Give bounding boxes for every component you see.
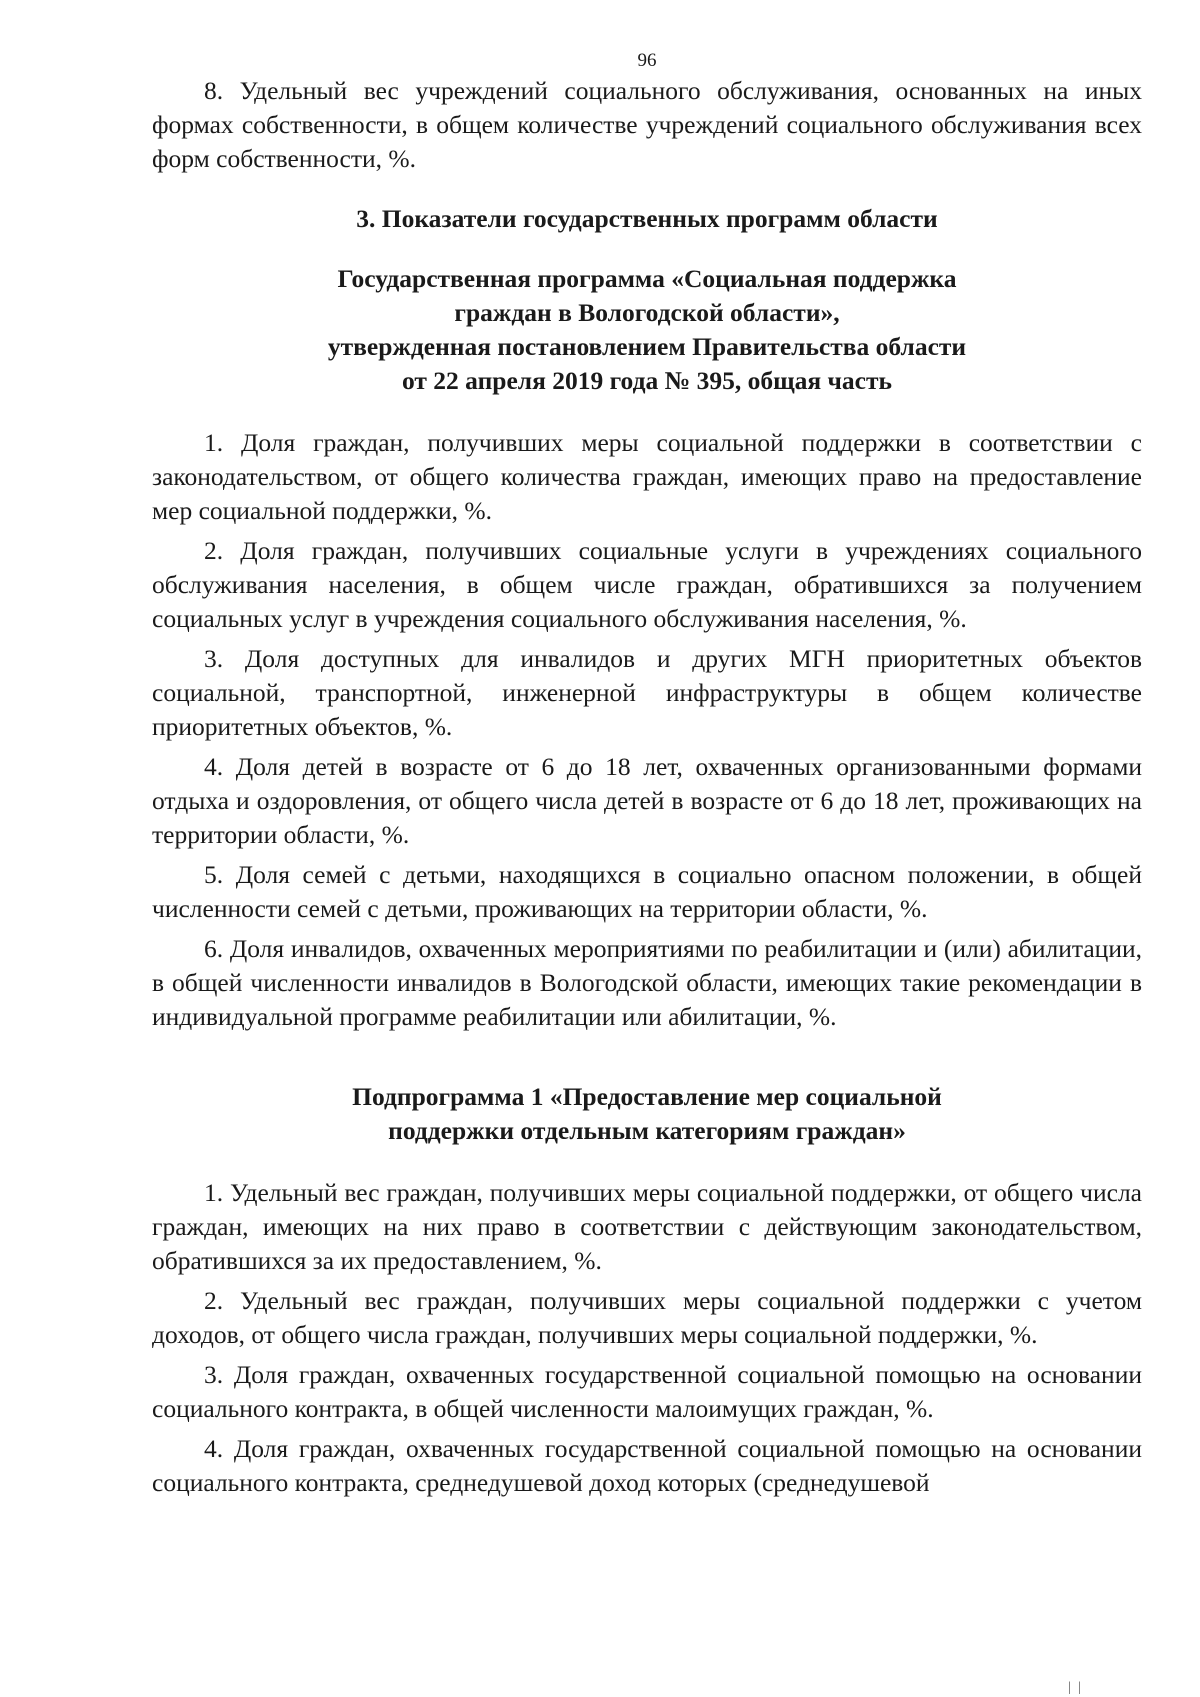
program-item-2: 2. Доля граждан, получивших социальные услуги в учреждениях социального обслуживания населения, в общем числе граждан, обратившихся за получением социальных услуг в учреждения социального обслуживания населения, %. bbox=[152, 536, 1142, 633]
subprogram-item-1: 1. Удельный вес граждан, получивших меры социальной поддержки, от общего числа граждан, имеющих на них право в соответствии с действующим законодательством, обратившихся за их предоставлением, %. bbox=[152, 1178, 1142, 1275]
subprogram-heading-line: поддержки отдельным категориям граждан» bbox=[388, 1116, 906, 1145]
subprogram-heading-line: Подпрограмма 1 «Предоставление мер социальной bbox=[352, 1082, 942, 1111]
program-item-5: 5. Доля семей с детьми, находящихся в социально опасном положении, в общей численности семей с детьми, проживающих на территории области, %. bbox=[152, 860, 1142, 923]
section-heading: 3. Показатели государственных программ области bbox=[356, 204, 938, 233]
page-content bbox=[152, 74, 1142, 1500]
subprogram-item-4: 4. Доля граждан, охваченных государственной социальной помощью на основании социального контракта, среднедушевой доход которых (среднедушевой bbox=[152, 1434, 1142, 1497]
program-heading-line: Государственная программа «Социальная поддержка bbox=[337, 264, 957, 293]
program-heading-line: от 22 апреля 2019 года № 395, общая часть bbox=[401, 366, 893, 395]
program-heading-line: утвержденная постановлением Правительства области bbox=[327, 332, 967, 361]
program-item-6: 6. Доля инвалидов, охваченных мероприятиями по реабилитации и (или) абилитации, в общей численности инвалидов в Вологодской области, имеющих такие рекомендации в индивидуальной программе реабилитации или абилитации, %. bbox=[152, 934, 1142, 1031]
subprogram-item-3: 3. Доля граждан, охваченных государственной социальной помощью на основании социального контракта, в общей численности малоимущих граждан, %. bbox=[152, 1360, 1142, 1423]
program-item-1: 1. Доля граждан, получивших меры социальной поддержки в соответствии с законодательством, от общего количества граждан, имеющих право на предоставление мер социальной поддержки, %. bbox=[152, 428, 1142, 525]
subprogram-heading bbox=[152, 1080, 1142, 1148]
page-number: 96 bbox=[637, 50, 657, 71]
program-item-3: 3. Доля доступных для инвалидов и других МГН приоритетных объектов социальной, транспортной, инженерной инфраструктуры в общем количестве приоритетных объектов, %. bbox=[152, 644, 1142, 741]
program-heading-line: граждан в Вологодской области», bbox=[454, 298, 840, 327]
program-heading bbox=[152, 262, 1142, 398]
intro-item-8: 8. Удельный вес учреждений социального обслуживания, основанных на иных формах собственности, в общем количестве учреждений социального обслуживания всех форм собственности, %. bbox=[152, 76, 1142, 173]
footer-marks: | | bbox=[1068, 1680, 1084, 1695]
subprogram-item-2: 2. Удельный вес граждан, получивших меры социальной поддержки с учетом доходов, от общего числа граждан, получивших меры социальной поддержки, %. bbox=[152, 1286, 1142, 1349]
program-item-4: 4. Доля детей в возрасте от 6 до 18 лет, охваченных организованными формами отдыха и оздоровления, от общего числа детей в возрасте от 6 до 18 лет, проживающих на территории области, %. bbox=[152, 752, 1142, 849]
